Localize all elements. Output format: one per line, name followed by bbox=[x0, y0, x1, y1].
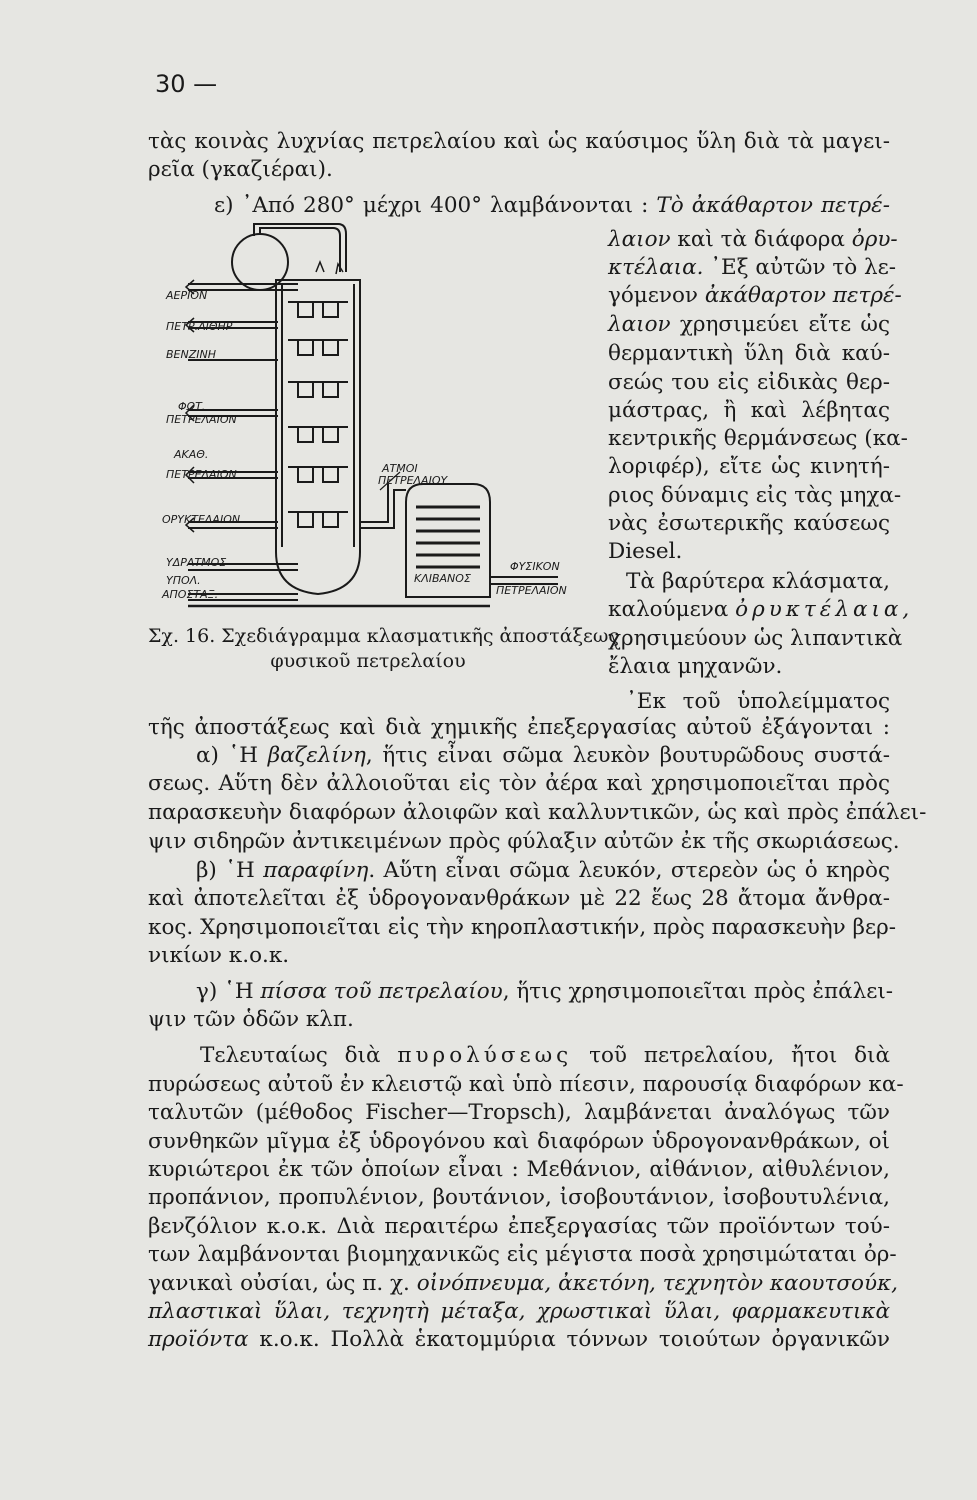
label-fot-petr: ΠΕΤΡΕΛΑΙΟΝ bbox=[166, 413, 237, 426]
text-span: ε) ᾿Από 280° μέχρι 400° λαμβάνονται : bbox=[214, 193, 657, 218]
label-venzini: ΒΕΝΖΙΝΗ bbox=[166, 348, 217, 361]
text-line: παρασκευὴν διαφόρων ἀλοιφῶν καὶ καλλυντικῶν, ὡς καὶ πρὸς ἐπάλει- bbox=[148, 800, 927, 825]
distillation-diagram bbox=[148, 222, 608, 622]
text-line: ψιν τῶν ὁδῶν κλπ. bbox=[148, 1007, 354, 1032]
text-line: πλαστικαὶ ὕλαι, τεχνητὴ μέταξα, χρωστικαὶ ὕλαι, φαρμακευτικὰ bbox=[148, 1299, 890, 1324]
text-line bbox=[608, 596, 914, 624]
italic-term: πίσσα τοῦ πετρελαίου bbox=[260, 979, 503, 1004]
label-aerion: ΑΕΡΙΟΝ bbox=[166, 289, 208, 302]
text-span: , ἥτις εἶναι σῶμα λευκὸν βουτυρῶδους συστά- bbox=[365, 743, 890, 768]
text-line bbox=[148, 1326, 890, 1354]
text-line: ρεῖα (γκαζιέραι). bbox=[148, 157, 333, 182]
figure-caption-line2: φυσικοῦ πετρελαίου bbox=[270, 650, 466, 672]
text-span: Τελευταίως διὰ bbox=[200, 1043, 398, 1068]
text-line bbox=[214, 192, 890, 220]
label-atmoi-petr: ΠΕΤΡΕΛΑΙΟΥ bbox=[378, 474, 448, 487]
text-line: ψιν σιδηρῶν ἀντικειμένων πρὸς φύλαξιν αὐτῶν ἐκ τῆς σκωριάσεως. bbox=[148, 829, 900, 854]
label-akath: ΑΚΑΘ. bbox=[174, 448, 209, 461]
text-line: Diesel. bbox=[608, 539, 683, 564]
label-fysikon-petr: ΠΕΤΡΕΛΑΙΟΝ bbox=[496, 584, 567, 597]
text-line: Τὰ βαρύτερα κλάσματα, bbox=[626, 569, 890, 594]
italic-term: βαζελίνη bbox=[267, 743, 366, 768]
text-span: α) ῾Η bbox=[196, 743, 268, 768]
text-span: ᾿Εξ αὐτῶν τὸ λε- bbox=[703, 255, 897, 280]
diagram-labels bbox=[161, 289, 567, 601]
text-line bbox=[196, 978, 894, 1006]
vapor-pipe bbox=[260, 228, 340, 272]
text-line: θερμαντικὴ ὕλη διὰ καύ- bbox=[608, 341, 890, 366]
text-line bbox=[608, 254, 897, 282]
text-line: κυριώτεροι ἐκ τῶν ὁποίων εἶναι : Μεθάνιον, αἰθάνιον, αἰθυλένιον, bbox=[148, 1157, 890, 1182]
italic-term: λαιον bbox=[608, 312, 671, 337]
label-akath-petr: ΠΕΤΡΕΛΑΙΟΝ bbox=[166, 468, 237, 481]
vapor-line bbox=[360, 484, 406, 528]
text-span: γόμενον bbox=[608, 283, 705, 308]
italic-term: ὀρυ- bbox=[851, 227, 898, 252]
text-line bbox=[200, 1042, 890, 1070]
text-line: πυρώσεως αὐτοῦ ἐν κλειστῷ καὶ ὑπὸ πίεσιν, παρουσίᾳ διαφόρων κα- bbox=[148, 1072, 904, 1097]
italic-term: Τὸ ἀκάθαρτον πετρέ- bbox=[656, 193, 890, 218]
text-span: γ) ῾Η bbox=[196, 979, 261, 1004]
label-petr-aither: ΠΕΤΡ.ΑΙΘΗΡ bbox=[166, 320, 233, 333]
italic-term: ὀρυκτέλαια, bbox=[735, 597, 914, 622]
text-line: των λαμβάνονται βιομηχανικῶς εἰς μέγιστα ποσὰ χρησιμώταται ὀρ- bbox=[148, 1242, 897, 1267]
text-line: ᾿Εκ τοῦ ὑπολείμματος bbox=[626, 689, 890, 714]
italic-term: οἰνόπνευμα, ἀκετόνη, τεχνητὸν καουτσούκ, bbox=[416, 1271, 899, 1296]
label-atmoi: ΑΤΜΟΙ bbox=[382, 462, 418, 475]
italic-term: παραφίνη bbox=[263, 858, 369, 883]
text-line: ἔλαια μηχανῶν. bbox=[608, 654, 783, 679]
text-line bbox=[148, 1270, 899, 1298]
text-span: γανικαὶ οὐσίαι, ὡς π. χ. bbox=[148, 1271, 417, 1296]
text-line: συνθηκῶν μῖγμα ἐξ ὑδρογόνου καὶ διαφόρων ὑδρογονανθράκων, οἱ bbox=[148, 1129, 890, 1154]
label-klivanos: ΚΛΙΒΑΝΟΣ bbox=[414, 572, 471, 585]
italic-term: ἀκάθαρτον πετρέ- bbox=[704, 283, 902, 308]
crude-inlet-pipe bbox=[490, 577, 558, 584]
page-number: 30 — bbox=[155, 70, 218, 98]
label-fot: ΦΩΤ. bbox=[178, 400, 206, 413]
italic-term: προϊόντα bbox=[148, 1327, 249, 1352]
label-ydratmos: ΥΔΡΑΤΜΟΣ bbox=[166, 556, 227, 569]
italic-term: λαιον bbox=[608, 227, 671, 252]
text-span: τοῦ πετρελαίου, ἤτοι διὰ bbox=[572, 1043, 891, 1068]
text-line: τῆς ἀποστάξεως καὶ διὰ χημικῆς ἐπεξεργασίας αὐτοῦ ἐξάγονται : bbox=[148, 715, 890, 740]
column-trays bbox=[288, 302, 348, 527]
fractionating-column bbox=[276, 280, 360, 594]
text-line: καὶ ἀποτελεῖται ἐξ ὑδρογονανθράκων μὲ 22 ἕως 28 ἄτομα ἄνθρα- bbox=[148, 886, 890, 911]
text-line: σεως. Αὕτη δὲν ἀλλοιοῦται εἰς τὸν ἀέρα καὶ χρησιμοποιεῖται πρὸς bbox=[148, 771, 890, 796]
italic-term: κτέλαια. bbox=[608, 255, 704, 280]
text-line bbox=[196, 857, 890, 885]
text-line: χρησιμεύουν ὡς λιπαντικὰ bbox=[608, 626, 903, 651]
text-line: βενζόλιον κ.ο.κ. Διὰ περαιτέρω ἐπεξεργασίας τῶν προϊόντων τού- bbox=[148, 1214, 890, 1239]
text-line bbox=[196, 742, 890, 770]
text-line bbox=[608, 282, 902, 310]
text-line: νὰς ἐσωτερικῆς καύσεως bbox=[608, 511, 890, 536]
condenser-sphere bbox=[232, 234, 288, 290]
label-orykt: ΟΡΥΚΤΕΛΑΙΟΝ bbox=[162, 513, 241, 526]
text-span: , ἥτις χρησιμοποιεῖται πρὸς ἐπάλει- bbox=[502, 979, 894, 1004]
text-line bbox=[608, 226, 898, 254]
text-span: β) ῾Η bbox=[196, 858, 264, 883]
spaced-term: πυρολύσεως bbox=[397, 1043, 573, 1068]
text-line: νικίων κ.ο.κ. bbox=[148, 943, 290, 968]
label-apostax: ΑΠΟΣΤΑΞ. bbox=[162, 588, 219, 601]
text-span: καλούμενα bbox=[608, 597, 736, 622]
text-line: κος. Χρησιμοποιεῖται εἰς τὴν κηροπλαστικήν, πρὸς παρασκευὴν βερ- bbox=[148, 915, 897, 940]
text-line: τὰς κοινὰς λυχνίας πετρελαίου καὶ ὡς καύσιμος ὕλη διὰ τὰ μαγει- bbox=[148, 129, 890, 154]
text-line: σεώς του εἰς εἰδικὰς θερ- bbox=[608, 370, 890, 395]
text-line bbox=[608, 311, 890, 339]
text-span: . Αὕτη εἶναι σῶμα λευκόν, στερεὸν ὡς ὁ κηρὸς bbox=[368, 858, 890, 883]
label-fysikon: ΦΥΣΙΚΟΝ bbox=[510, 560, 560, 573]
text-span: κ.ο.κ. Πολλὰ ἑκατομμύρια τόννων τοιούτων ὀργανικῶν bbox=[248, 1327, 890, 1352]
text-span: καὶ τὰ διάφορα bbox=[670, 227, 852, 252]
text-line: προπάνιον, προπυλένιον, βουτάνιον, ἰσοβουτάνιον, ἰσοβουτυλένια, bbox=[148, 1185, 890, 1210]
text-line: κεντρικῆς θερμάνσεως (κα- bbox=[608, 426, 908, 451]
text-span: χρησιμεύει εἴτε ὡς bbox=[670, 312, 890, 337]
text-line: ριος δύναμις εἰς τὰς μηχα- bbox=[608, 483, 902, 508]
label-ypol: ΥΠΟΛ. bbox=[166, 574, 201, 587]
figure-caption: Σχ. 16. Σχεδιάγραμμα κλασματικῆς ἀποστάξεως bbox=[148, 625, 620, 647]
text-line: ταλυτῶν (μέθοδος Fischer—Tropsch), λαμβάνεται ἀναλόγως τῶν bbox=[148, 1100, 890, 1125]
text-line: λοριφέρ), εἴτε ὡς κινητή- bbox=[608, 454, 890, 479]
text-line: μάστρας, ἢ καὶ λέβητας bbox=[608, 398, 890, 423]
